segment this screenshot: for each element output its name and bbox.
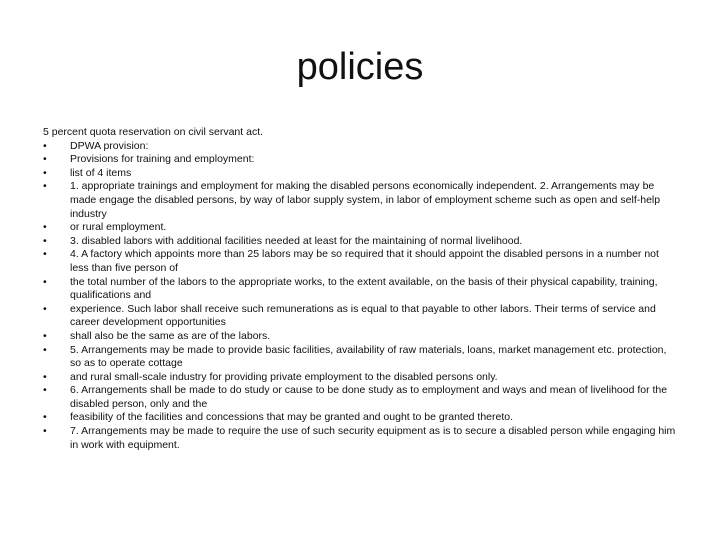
bullet-text: list of 4 items <box>70 166 132 179</box>
bullet-list <box>43 140 677 453</box>
bullet-item <box>43 140 677 154</box>
bullet-item <box>43 276 677 303</box>
bullet-item <box>43 425 677 452</box>
bullet-item <box>43 384 677 411</box>
bullet-text: shall also be the same as are of the labors. <box>70 329 271 342</box>
bullet-marker: • <box>43 370 47 383</box>
bullet-marker: • <box>43 234 47 247</box>
slide-title: policies <box>296 46 424 88</box>
bullet-marker: • <box>43 425 47 438</box>
bullet-marker: • <box>43 166 47 179</box>
bullet-item <box>43 330 677 344</box>
bullet-item <box>43 411 677 425</box>
bullet-marker: • <box>43 384 47 397</box>
bullet-marker: • <box>43 139 47 152</box>
bullet-text: DPWA provision: <box>70 139 149 152</box>
bullet-text: 3. disabled labors with additional facilities needed at least for the maintaining of normal livelihood. <box>70 234 523 247</box>
bullet-item <box>43 180 677 221</box>
bullet-marker: • <box>43 248 47 261</box>
bullet-marker: • <box>43 302 47 315</box>
bullet-item <box>43 344 677 371</box>
bullet-item <box>43 303 677 330</box>
bullet-text: feasibility of the facilities and concessions that may be granted and ought to be granted thereto. <box>70 411 514 424</box>
bullet-item <box>43 221 677 235</box>
bullet-text: and rural small-scale industry for providing private employment to the disabled persons only. <box>70 370 498 383</box>
bullet-text: the total number of the labors to the appropriate works, to the extent available, on the basis of their physical capability, training, qualifications and <box>70 275 658 302</box>
intro-line: 5 percent quota reservation on civil servant act. <box>43 126 264 138</box>
slide-body <box>43 126 677 452</box>
bullet-text: 7. Arrangements may be made to require the use of such security equipment as is to secure a disabled person while engaging him in work with equipment. <box>70 425 676 451</box>
bullet-marker: • <box>43 329 47 342</box>
bullet-item <box>43 153 677 167</box>
bullet-item <box>43 235 677 249</box>
bullet-marker: • <box>43 411 47 424</box>
bullet-item <box>43 248 677 275</box>
bullet-marker: • <box>43 221 47 234</box>
bullet-marker: • <box>43 153 47 166</box>
bullet-text: experience. Such labor shall receive such remunerations as is equal to that payable to other labors. Their terms of service and career development opportunities <box>70 302 656 329</box>
bullet-text: 5. Arrangements may be made to provide basic facilities, availability of raw materials, loans, market management etc. protection, so as to operate cottage <box>70 343 667 370</box>
bullet-text: 6. Arrangements shall be made to do study or cause to be done study as to employment and ways and mean of livelihood for the disabled person, only and the <box>70 384 668 410</box>
bullet-text: or rural employment. <box>70 221 167 234</box>
bullet-item <box>43 167 677 181</box>
bullet-text: 4. A factory which appoints more than 25 labors may be so required that it should appoint the disabled persons in a number not less than five person of <box>70 248 659 274</box>
bullet-text: 1. appropriate trainings and employment for making the disabled persons economically independent. 2. Arrangements may be made engage the disabled persons, by way of labor supply system, in labor of employment scheme such as open and self-help industry <box>70 180 661 220</box>
bullet-marker: • <box>43 275 47 288</box>
bullet-marker: • <box>43 180 47 193</box>
bullet-text: Provisions for training and employment: <box>70 153 255 166</box>
bullet-item <box>43 371 677 385</box>
bullet-marker: • <box>43 343 47 356</box>
